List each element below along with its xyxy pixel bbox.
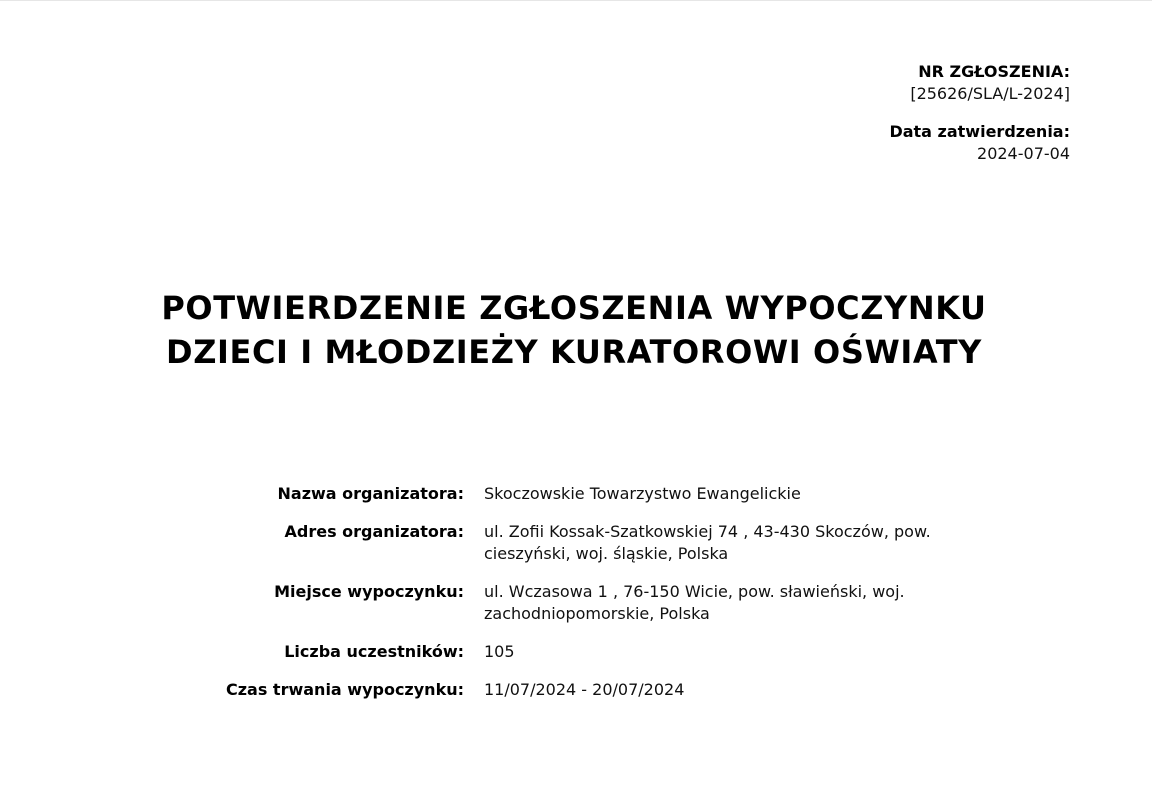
document-title	[0, 286, 1148, 374]
detail-row-venue	[100, 581, 1040, 625]
approval-date-label: Data zatwierdzenia:	[889, 122, 1070, 141]
detail-label: Miejsce wypoczynku:	[274, 582, 464, 601]
details-table	[100, 483, 1040, 717]
document-title-line-2: DZIECI I MŁODZIEŻY KURATOROWI OŚWIATY	[166, 333, 982, 371]
detail-row-participants	[100, 641, 1040, 663]
detail-value: Skoczowskie Towarzystwo Ewangelickie	[484, 484, 801, 503]
detail-label: Czas trwania wypoczynku:	[225, 680, 464, 699]
document-meta	[889, 61, 1070, 165]
submission-number-value: [25626/SLA/L-2024]	[910, 84, 1070, 103]
detail-row-organizer-address	[100, 521, 1040, 565]
detail-label: Adres organizatora:	[284, 522, 464, 541]
approval-date-value: 2024-07-04	[977, 144, 1070, 163]
detail-value: 11/07/2024 - 20/07/2024	[484, 680, 685, 699]
detail-value: ul. Zofii Kossak-Szatkowskiej 74 , 43-430 Skoczów, pow. cieszyński, woj. śląskie, Polska	[484, 522, 931, 563]
document-title-line-1: POTWIERDZENIE ZGŁOSZENIA WYPOCZYNKU	[161, 289, 987, 327]
detail-value: ul. Wczasowa 1 , 76-150 Wicie, pow. sławieński, woj. zachodniopomorskie, Polska	[484, 582, 905, 623]
detail-row-duration	[100, 679, 1040, 701]
detail-row-organizer-name	[100, 483, 1040, 505]
detail-label: Nazwa organizatora:	[277, 484, 464, 503]
submission-number-label: NR ZGŁOSZENIA:	[918, 62, 1070, 81]
detail-value: 105	[484, 642, 515, 661]
detail-label: Liczba uczestników:	[284, 642, 464, 661]
